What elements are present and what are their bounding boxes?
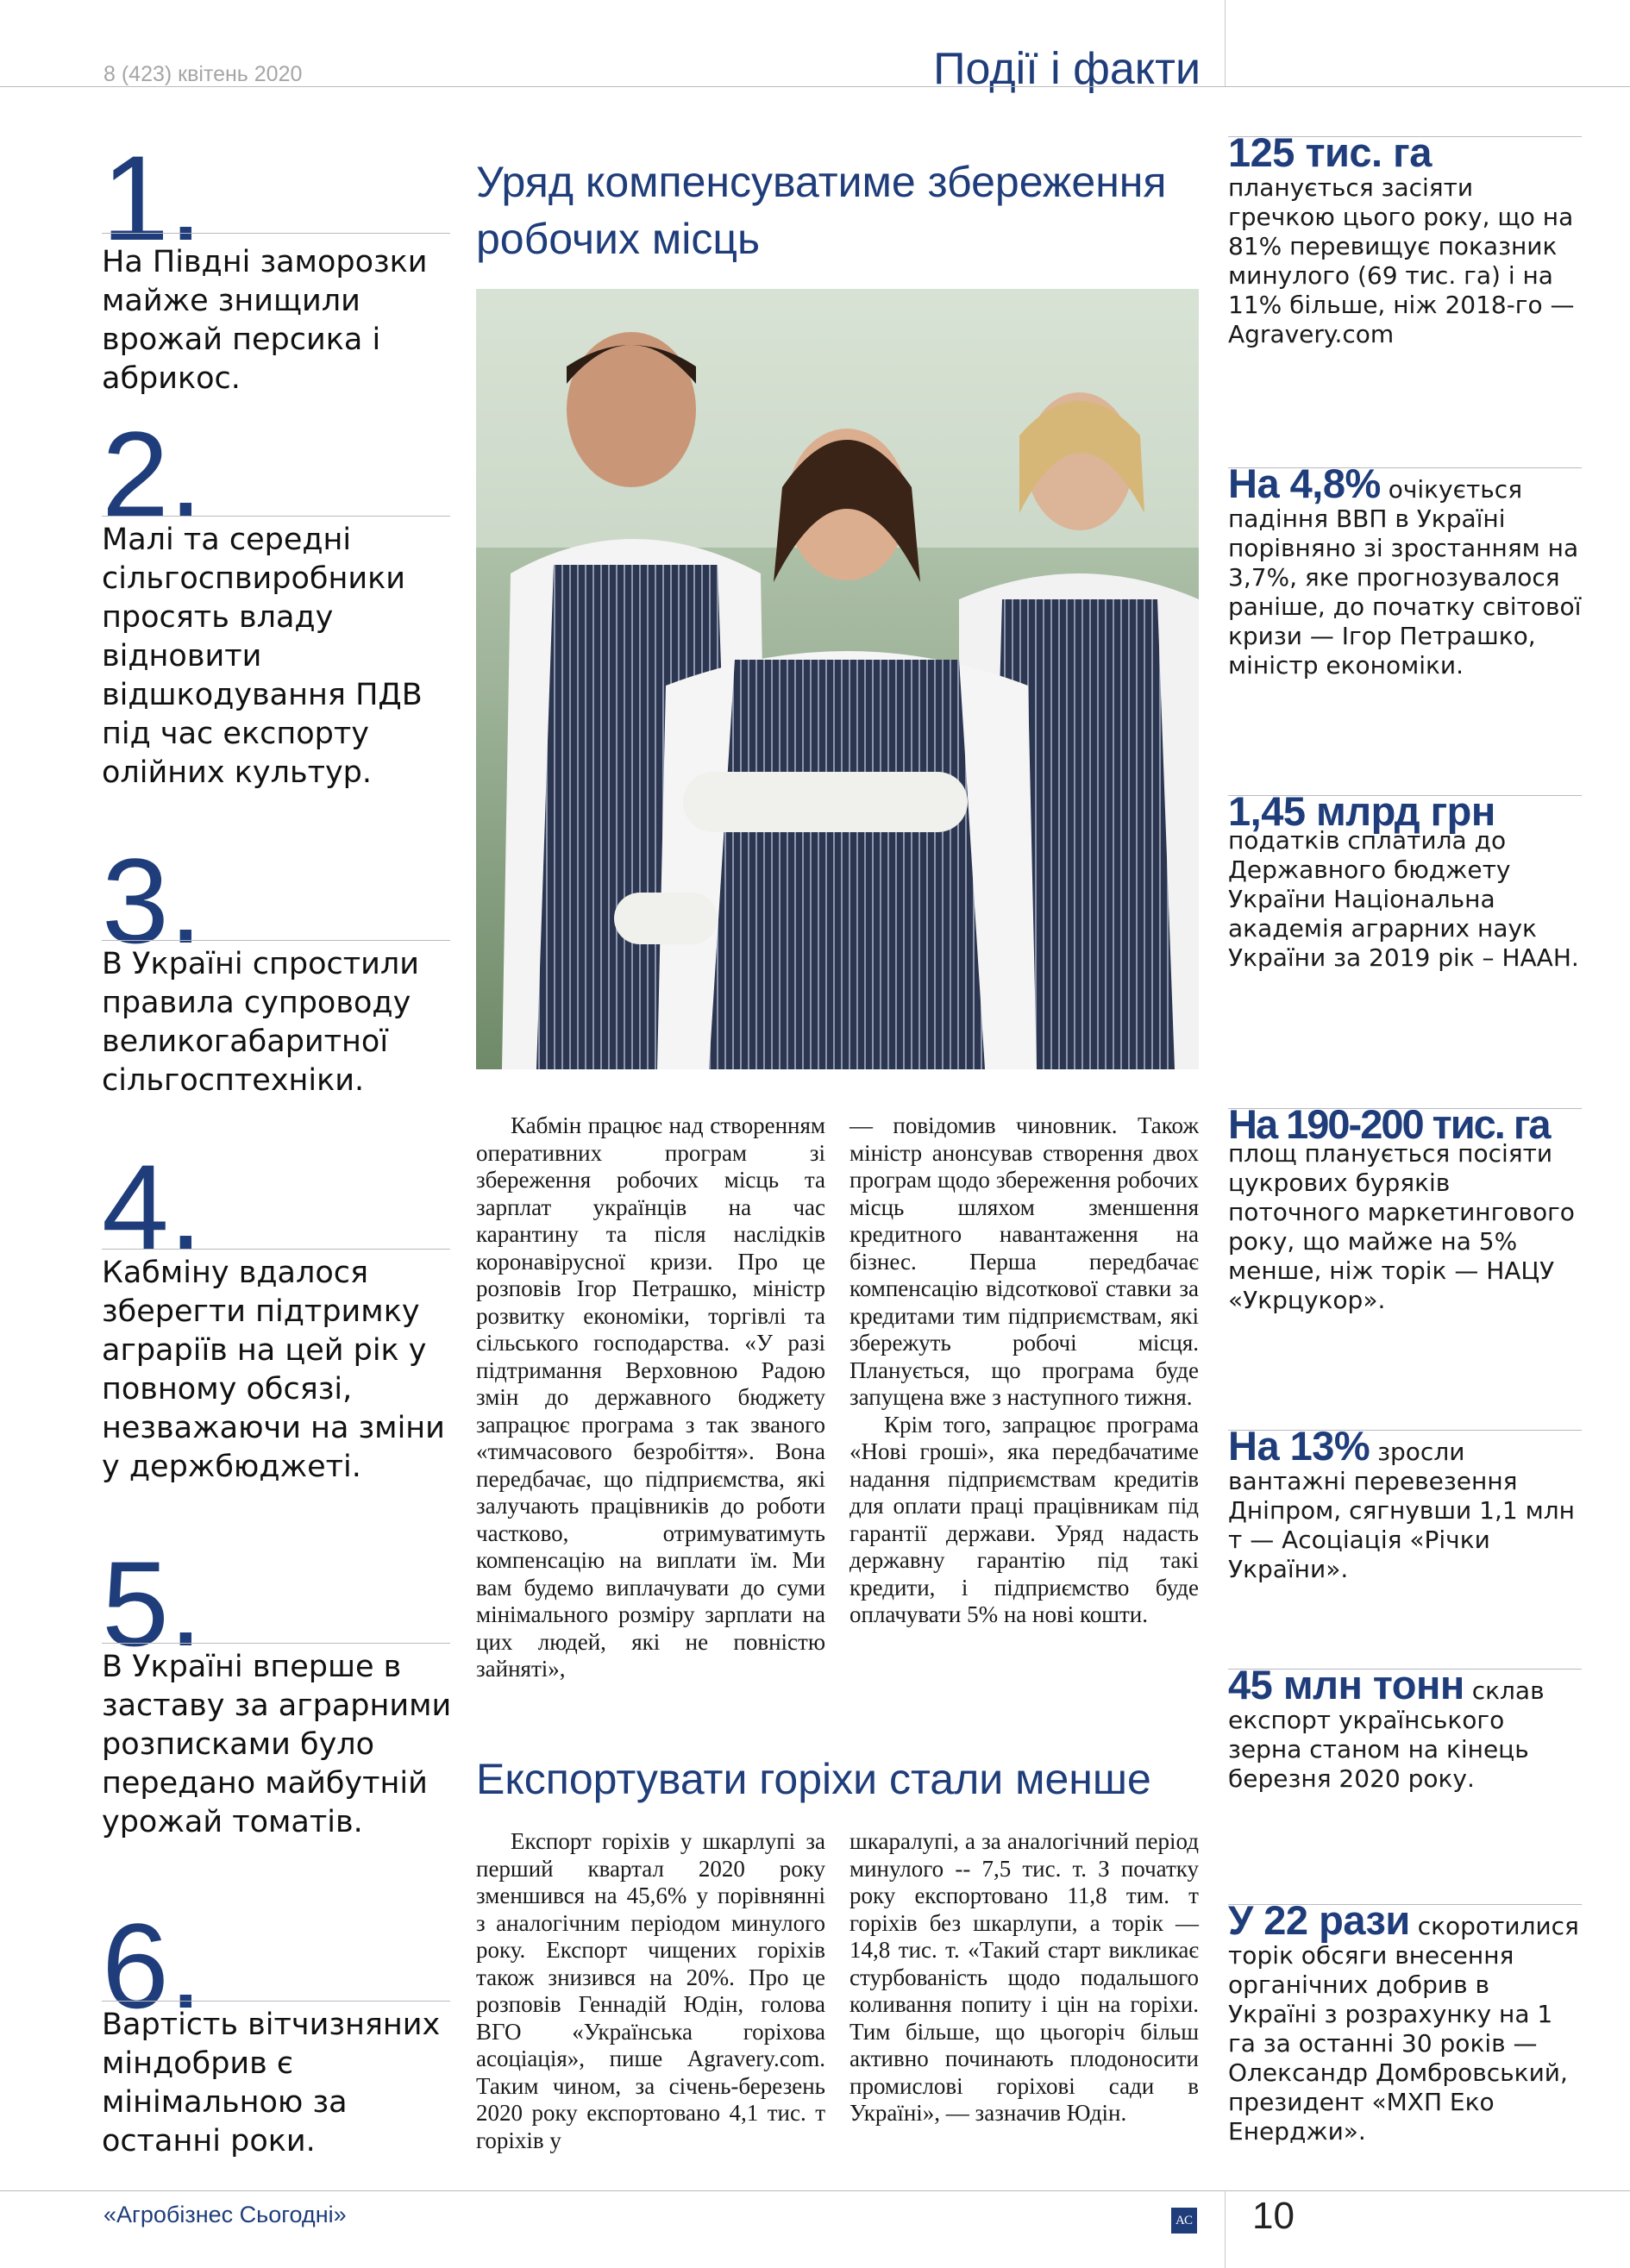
section-title: Події і факти <box>933 44 1201 94</box>
news-text: Кабміну вдалося зберегти підтримку аграріїв на цей рік у повному обсязі, незважаючи на зміни у держбюджеті. <box>102 1256 445 1484</box>
magazine-name: «Агробізнес Сьогодні» <box>103 2202 347 2227</box>
paragraph: Експорт горіхів у шкарлупі за перший квартал 2020 року зменшився на 45,6% у порівнянні з аналогічним періодом минулого року. Експорт чищених горіхів також знизився на 20%. Про це розповів Геннадій Юдін, голова ВГО «Українська горіхова асоціація», пише Agravery.com. Таким чином, за січень-березень 2020 року експортовано 4,1 тис. т горіхів у <box>476 1828 825 2153</box>
article-column <box>849 1828 1199 2127</box>
news-text: На Півдні заморозки майже знищили врожай персика і абрикос. <box>102 245 428 396</box>
header-rule <box>0 86 1630 87</box>
news-number: 2. <box>102 406 203 542</box>
news-number: 1. <box>102 130 203 266</box>
footer-divider <box>1225 2190 1226 2268</box>
stat-value: 1,45 млрд грн <box>1228 788 1495 834</box>
news-number: 3. <box>102 833 203 968</box>
article-column <box>849 1112 1199 1629</box>
news-rule <box>102 233 450 234</box>
issue-label: 8 (423) квітень 2020 <box>103 62 303 86</box>
footer-rule <box>0 2190 1630 2191</box>
news-rule <box>102 1249 450 1250</box>
stat-value: У 22 рази <box>1228 1897 1410 1943</box>
stat-value: На 13% <box>1228 1423 1370 1469</box>
stat-item <box>1228 1101 1582 1315</box>
paragraph: Кабмін працює над створенням оперативних програм зі збереження робочих місць та зарплат українців на час карантину та після наслідків коронавірусної кризи. Про це розповів Ігор Петрашко, міністр розвитку економіки, торгівлі та сільського господарства. «У разі підтримання Верховною Радою змін до державного бюджету запрацює програма з так званого «тимчасового безробіття». Вона передбачає, що підприємства, які залучають працівників до роботи частково, отримуватимуть компенсацію на виплати їм. Ми вам будемо виплачувати до суми мінімального розміру зарплати на цих людей, які не повністю зайняті», <box>476 1112 825 1682</box>
header-divider <box>1225 0 1226 86</box>
news-text: В Україні спростили правила супроводу великогабаритної сільгосптехніки. <box>102 947 419 1098</box>
stat-item <box>1228 1897 1582 2146</box>
news-text: Вартість вітчизняних міндобрив є мінімальною за останні роки. <box>102 2008 441 2158</box>
news-number: 6. <box>102 1898 203 2033</box>
news-rule <box>102 940 450 941</box>
news-rule <box>102 516 450 517</box>
stat-text: податків сплатила до Державного бюджету України Національна академія аграрних наук України за 2019 рік – НААН. <box>1228 826 1579 972</box>
stat-text: очікується падіння ВВП в Україні порівняно зі зростанням на 3,7%, яке прогнозувалося раніше, до початку світової кризи — Ігор Петрашко, міністр економіки. <box>1228 475 1582 680</box>
stat-item <box>1228 129 1582 349</box>
stat-text: скоротилися торік обсяги внесення органічних добрив в Україні з розрахунку на 1 га за останні 30 років — Олександр Домбровський, президент «МХП Еко Енерджи». <box>1228 1912 1579 2146</box>
stat-text: зросли вантажні перевезення Дніпром, сягнувши 1,1 млн т — Асоціація «Річки України». <box>1228 1438 1575 1583</box>
news-rule <box>102 2001 450 2002</box>
stat-value: 45 млн тонн <box>1228 1662 1464 1707</box>
news-text: Малі та середні сільгоспвиробники просять владу відновити відшкодування ПДВ під час експорту олійних культур. <box>102 523 423 790</box>
stat-text: планується засіяти гречкою цього року, що на 81% перевищує показник минулого (69 тис. га) і на 11% більше, ніж 2018-го — Agravery.com <box>1228 173 1575 348</box>
stat-value: На 4,8% <box>1228 460 1381 506</box>
article-column <box>476 1112 825 1683</box>
paragraph: Крім того, запрацює програма «Нові гроші», яка передбачатиме надання підприємствам кредитів для оплати праці працівникам під гарантії держави. Уряд надасть державну гарантію під такі кредити, і підприємство буде оплачувати 5% на нові кошти. <box>849 1411 1199 1627</box>
news-number: 5. <box>102 1536 203 1671</box>
paragraph: — повідомив чиновник. Також міністр анонсував створення двох програм щодо збереження робочих місць шляхом зменшення кредитного навантаження на бізнес. Перша передбачає компенсацію відсоткової ставки за кредитами тим підприємствам, які збережуть робочі місця. Планується, що програма буде запущена вже з наступного тижня. <box>849 1112 1199 1410</box>
stat-value: 125 тис. га <box>1228 129 1432 175</box>
news-rule <box>102 1643 450 1644</box>
stat-item <box>1228 1662 1582 1794</box>
stat-text: площ планується посіяти цукрових буряків поточного маркетингового року, що майже на 5% менше, ніж торік — НАЦУ «Укрцукор». <box>1228 1139 1575 1314</box>
article-title: Уряд компенсуватиме збереження робочих місць <box>476 158 1167 263</box>
workers-photo <box>476 289 1199 1069</box>
stat-text: склав експорт українського зерна станом на кінець березня 2020 року. <box>1228 1676 1545 1793</box>
stat-item <box>1228 1423 1582 1584</box>
article-column <box>476 1828 825 2154</box>
article-title: Експортувати горіхи стали менше <box>476 1755 1151 1803</box>
magazine-logo-icon: АС <box>1171 2208 1197 2234</box>
page-number: 10 <box>1252 2195 1295 2237</box>
news-number: 4. <box>102 1139 203 1275</box>
stat-value: На 190-200 тис. га <box>1228 1101 1550 1147</box>
stat-item <box>1228 788 1582 973</box>
stat-item <box>1228 460 1582 680</box>
news-text: В Україні вперше в заставу за аграрними розписками було передано майбутній урожай томатів. <box>102 1650 452 1839</box>
paragraph: шкаралупі, а за аналогічний період минулого -- 7,5 тис. т. З початку року експортовано 11,8 тим. т горіхів без шкарлупи, а торік — 14,8 тис. т. «Такий старт викликає стурбованість щодо подальшого коливання попиту і цін на горіхи. Тим більше, що цьогоріч більш активно починають плодоносити промислові горіхові сади в Україні», — зазначив Юдін. <box>849 1828 1199 2126</box>
